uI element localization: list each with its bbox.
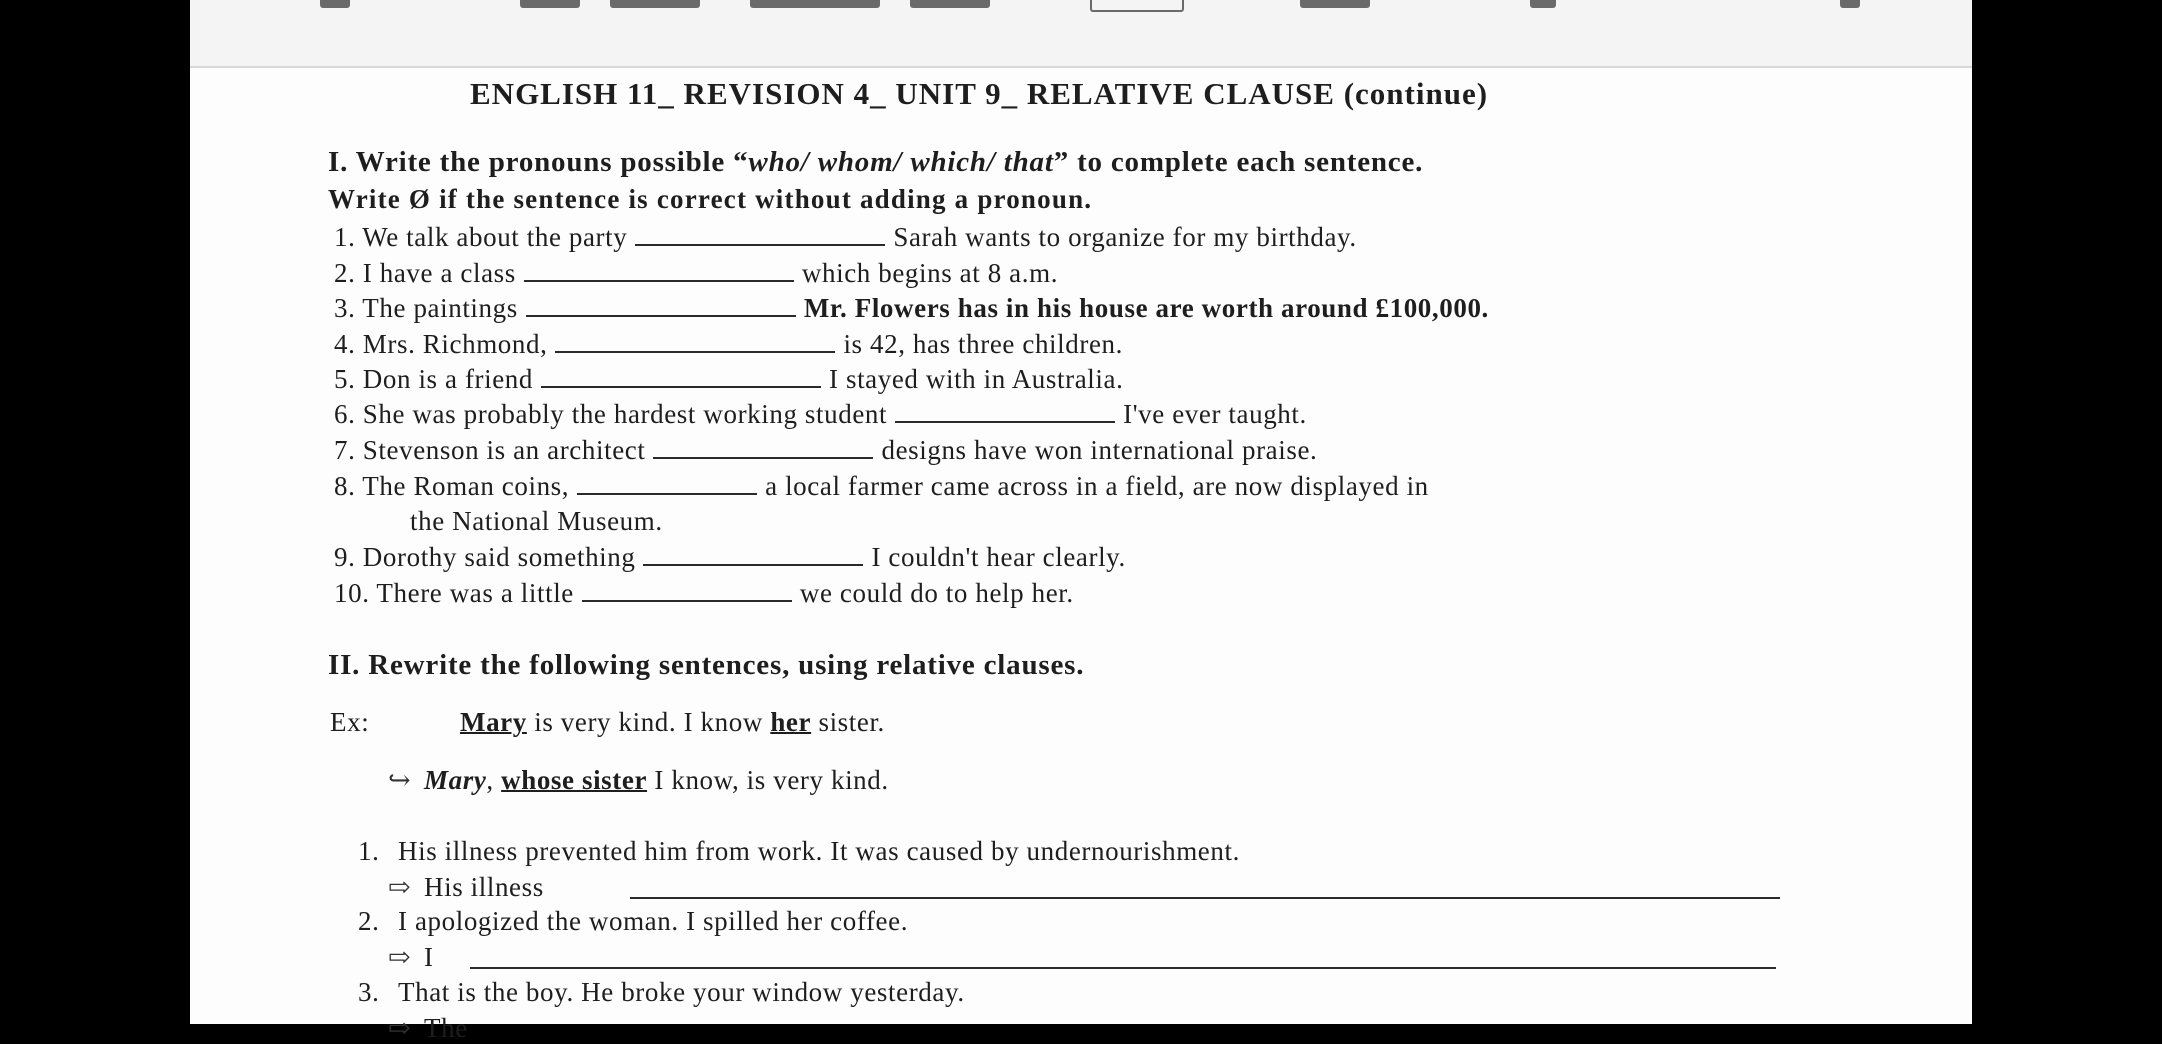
answer-blank[interactable] xyxy=(555,329,835,353)
answer-blank[interactable] xyxy=(524,258,794,282)
rewrite-item xyxy=(358,905,908,937)
rewrite-item-sentence: That is the boy. He broke your window yesterday. xyxy=(398,977,965,1007)
cropped-mark xyxy=(520,0,580,8)
hook-arrow-icon: ↪ xyxy=(388,765,412,795)
example-label: Ex: xyxy=(330,707,370,737)
answer-line[interactable] xyxy=(470,967,1776,969)
item-text-before: 2. I have a class xyxy=(334,258,516,288)
item-text-before: 8. The Roman coins, xyxy=(334,471,570,501)
rewrite-item-sentence: His illness prevented him from work. It was caused by undernourishment. xyxy=(398,836,1240,866)
item-text-before: 7. Stevenson is an architect xyxy=(334,435,646,465)
example-name: Mary xyxy=(460,707,527,737)
answer-blank[interactable] xyxy=(895,399,1115,423)
item-text-before: 9. Dorothy said something xyxy=(334,542,636,572)
item-text-before: 4. Mrs. Richmond, xyxy=(334,329,548,359)
worksheet-title: ENGLISH 11_ REVISION 4_ UNIT 9_ RELATIVE CLAUSE (continue) xyxy=(470,76,1489,111)
rewrite-item-number: 3. xyxy=(358,977,380,1007)
example-answer xyxy=(388,764,889,796)
answer-blank[interactable] xyxy=(653,435,873,459)
section-1-heading-prefix: I. Write the pronouns possible “ xyxy=(328,146,749,178)
rewrite-answer xyxy=(388,871,544,903)
answer-blank[interactable] xyxy=(643,542,863,566)
item-text-before: 5. Don is a friend xyxy=(334,364,534,394)
rewrite-item xyxy=(358,835,1240,867)
item-8-continuation: the National Museum. xyxy=(410,506,663,536)
cropped-mark xyxy=(1840,0,1860,8)
item-text-after: which begins at 8 a.m. xyxy=(801,258,1059,288)
example-sentence xyxy=(330,706,885,738)
exercise-1-item xyxy=(334,257,1058,289)
example-answer-whose: whose sister xyxy=(501,765,648,795)
exercise-1-item xyxy=(334,328,1123,360)
example-answer-sep: , xyxy=(486,765,502,795)
cropped-mark xyxy=(320,0,350,8)
rewrite-answer-start: The xyxy=(424,1013,468,1043)
rewrite-answer xyxy=(388,1012,468,1044)
section-2-heading: II. Rewrite the following sentences, using relative clauses. xyxy=(328,649,1085,681)
worksheet-page xyxy=(190,0,1972,1043)
exercise-1-item xyxy=(334,577,1074,609)
rewrite-answer xyxy=(388,941,434,973)
section-1-heading-pronouns: who/ whom/ which/ that xyxy=(748,146,1054,178)
cropped-mark xyxy=(1300,0,1370,8)
example-her: her xyxy=(770,707,812,737)
item-text-after: a local farmer came across in a field, are now displayed in xyxy=(765,471,1429,501)
item-text-after: Sarah wants to organize for my birthday. xyxy=(893,222,1357,252)
section-1-heading-suffix: ” to complete each sentence. xyxy=(1053,146,1424,178)
item-text-after: I've ever taught. xyxy=(1123,399,1307,429)
item-text-after: we could do to help her. xyxy=(799,578,1074,608)
cropped-mark xyxy=(610,0,700,8)
rewrite-answer-start: His illness xyxy=(424,872,544,902)
item-text-after: designs have won international praise. xyxy=(881,435,1318,465)
rewrite-item xyxy=(358,976,965,1008)
item-text-before: 10. There was a little xyxy=(334,578,574,608)
exercise-1-item xyxy=(334,541,1126,573)
answer-blank[interactable] xyxy=(526,293,796,317)
exercise-1-item xyxy=(334,363,1123,395)
arrow-right-icon: ⇨ xyxy=(388,942,412,972)
rewrite-answer-start: I xyxy=(424,942,434,972)
rewrite-item-number: 1. xyxy=(358,836,380,866)
exercise-1-item xyxy=(334,398,1307,430)
item-text-before: 1. We talk about the party xyxy=(334,222,628,252)
item-text-before: 6. She was probably the hardest working student xyxy=(334,399,888,429)
item-text-after: I stayed with in Australia. xyxy=(829,364,1124,394)
cropped-header-strip xyxy=(190,0,1972,68)
rewrite-item-number: 2. xyxy=(358,906,380,936)
exercise-1-item xyxy=(334,292,1489,324)
arrow-right-icon: ⇨ xyxy=(388,872,412,902)
exercise-1-item xyxy=(334,470,1429,502)
example-end: sister. xyxy=(811,707,885,737)
section-1-instruction: Write Ø if the sentence is correct without adding a pronoun. xyxy=(328,184,1093,214)
item-text-after: Mr. Flowers has in his house are worth around £100,000. xyxy=(803,293,1489,323)
answer-blank[interactable] xyxy=(635,222,885,246)
answer-blank[interactable] xyxy=(577,471,757,495)
cropped-mark xyxy=(1530,0,1556,8)
example-middle: is very kind. I know xyxy=(526,707,771,737)
answer-line[interactable] xyxy=(630,897,1780,899)
example-answer-end: I know, is very kind. xyxy=(647,765,889,795)
answer-blank[interactable] xyxy=(541,364,821,388)
arrow-right-icon: ⇨ xyxy=(388,1013,412,1043)
item-text-before: 3. The paintings xyxy=(334,293,518,323)
section-1-heading xyxy=(328,146,1423,179)
exercise-1-item xyxy=(334,221,1357,253)
exercise-1-item xyxy=(334,434,1317,466)
item-text-after: I couldn't hear clearly. xyxy=(871,542,1126,572)
cropped-mark xyxy=(910,0,990,8)
cropped-mark xyxy=(750,0,880,8)
cropped-mark xyxy=(1090,0,1184,12)
rewrite-item-sentence: I apologized the woman. I spilled her coffee. xyxy=(398,906,909,936)
example-answer-name: Mary xyxy=(424,765,487,795)
item-text-after: is 42, has three children. xyxy=(843,329,1123,359)
answer-blank[interactable] xyxy=(582,578,792,602)
